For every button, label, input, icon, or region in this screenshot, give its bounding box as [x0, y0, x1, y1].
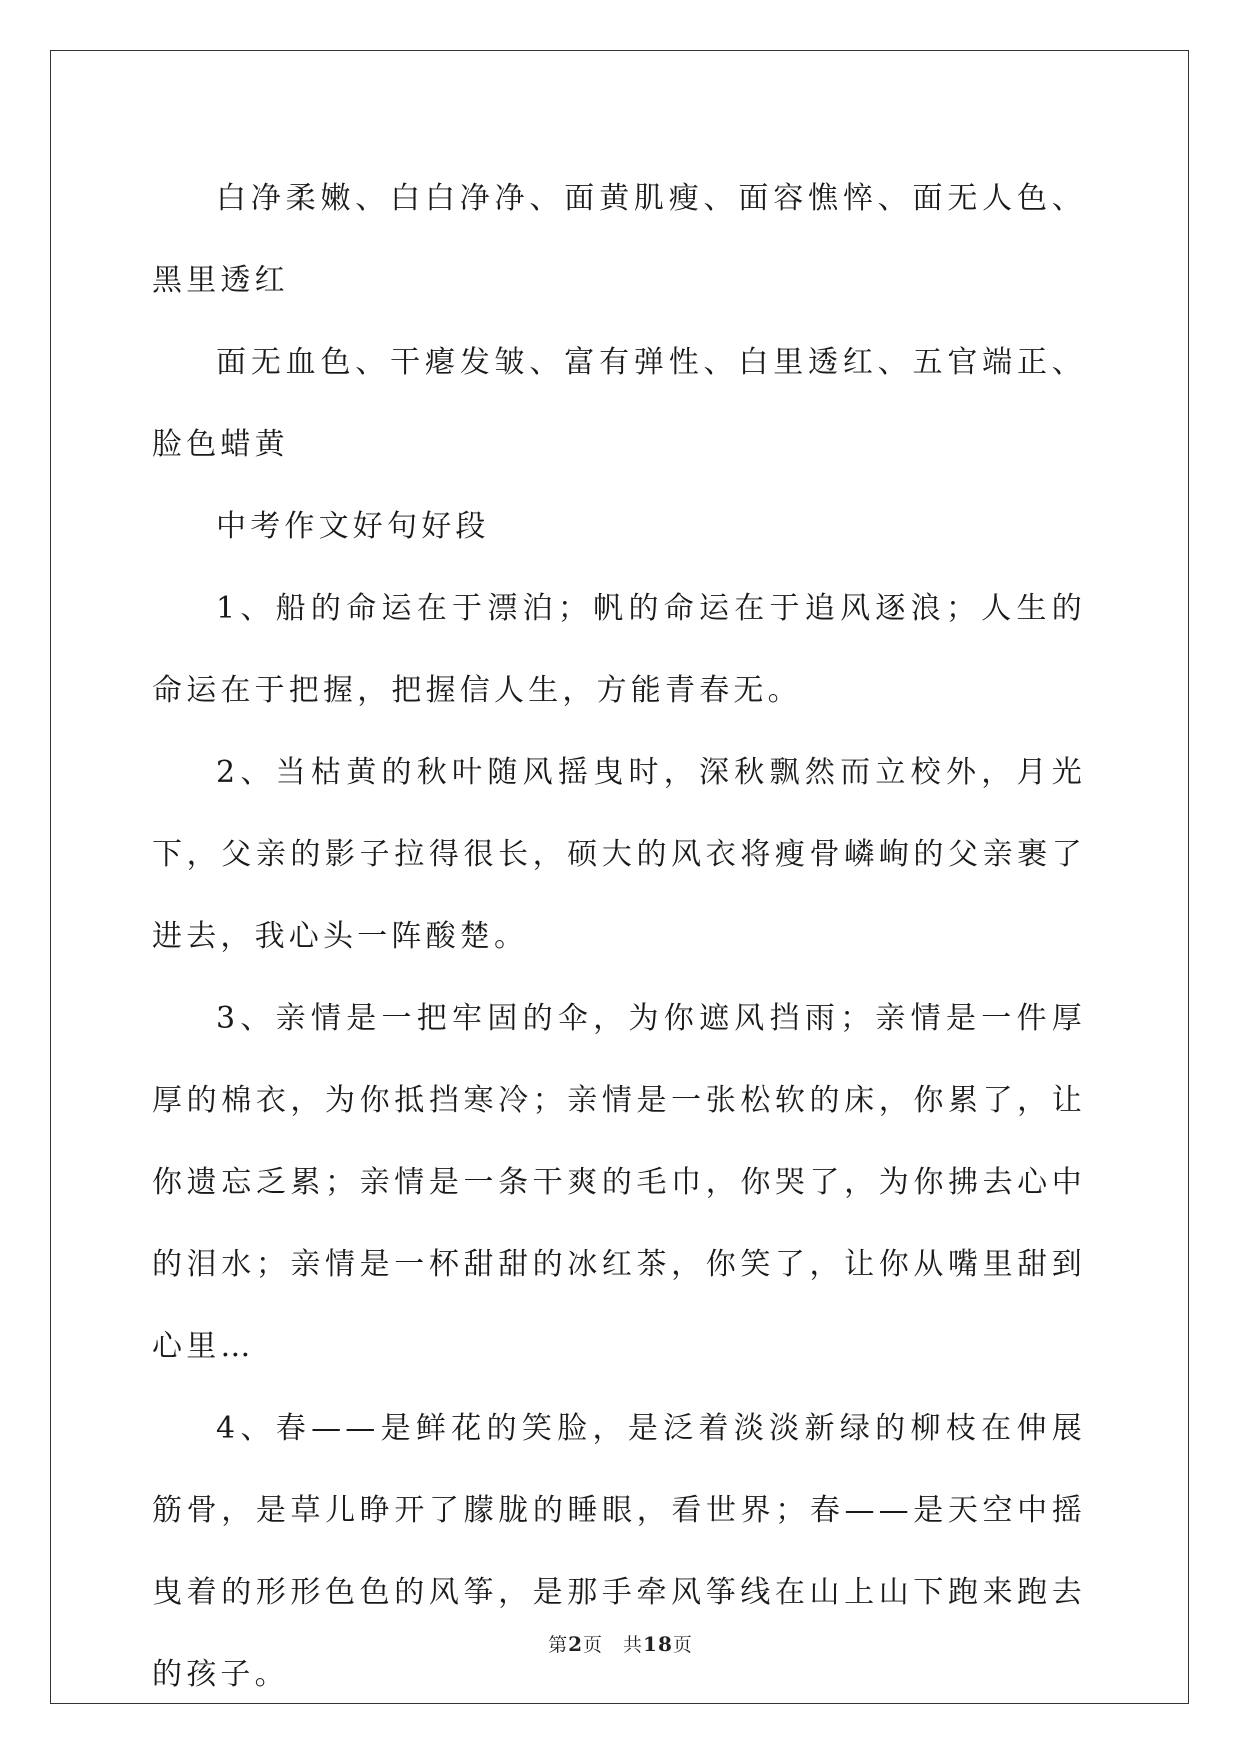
- paragraph-appearance-words-2: 面无血色、干瘪发皱、富有弹性、白里透红、五官端正、脸色蜡黄: [152, 345, 1086, 462]
- paragraph-item-1: 1、船的命运在于漂泊；帆的命运在于追风逐浪；人生的命运在于把握，把握信人生，方能青春无。: [152, 591, 1086, 708]
- paragraph-item-3: 3、亲情是一把牢固的伞，为你遮风挡雨；亲情是一件厚厚的棉衣，为你抵挡寒冷；亲情是一张松软的床，你累了，让你遗忘乏累；亲情是一条干爽的毛巾，你哭了，为你拂去心中的泪水；亲情是一杯甜甜的冰红茶，你笑了，让你从嘴里甜到心里…: [152, 1001, 1086, 1364]
- total-suffix: 页: [672, 1634, 693, 1656]
- paragraph-appearance-words-1: 白净柔嫩、白白净净、面黄肌瘦、面容憔悴、面无人色、黑里透红: [152, 181, 1086, 298]
- section-heading: 中考作文好句好段: [216, 509, 490, 544]
- total-pages: 18: [643, 1632, 673, 1656]
- paragraph-item-2: 2、当枯黄的秋叶随风摇曳时，深秋飘然而立校外，月光下，父亲的影子拉得很长，硕大的风衣将瘦骨嶙峋的父亲裹了进去，我心头一阵酸楚。: [152, 755, 1086, 954]
- page-footer: [0, 1630, 1241, 1657]
- paragraph-item-4: 4、春——是鲜花的笑脸，是泛着淡淡新绿的柳枝在伸展筋骨，是草儿睁开了朦胧的睡眼，看世界；春——是天空中摇曳着的形形色色的风筝，是那手牵风筝线在山上山下跑来跑去的孩子。: [152, 1411, 1086, 1692]
- page-suffix: 页: [583, 1634, 604, 1656]
- page-prefix: 第: [548, 1634, 569, 1656]
- document-body: [152, 158, 1086, 1716]
- page-number: 2: [568, 1632, 584, 1656]
- total-prefix: 共: [623, 1634, 644, 1656]
